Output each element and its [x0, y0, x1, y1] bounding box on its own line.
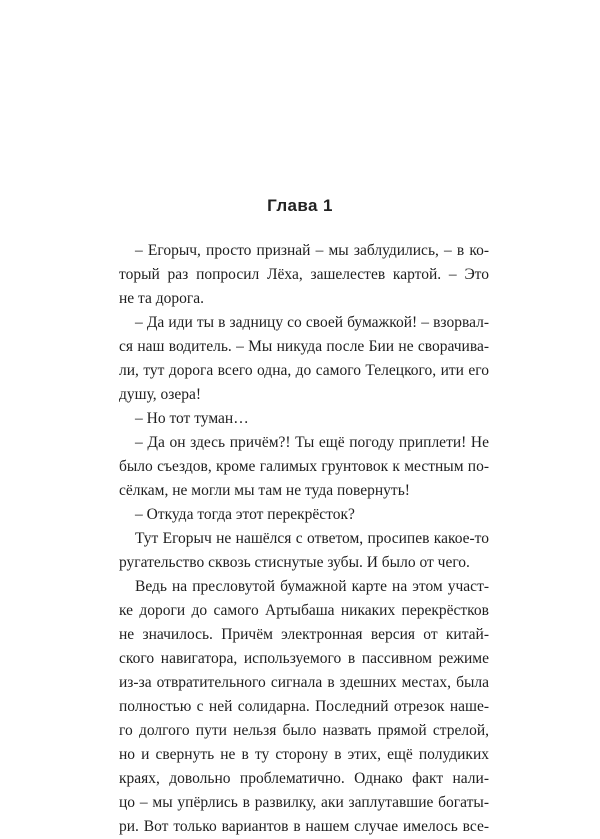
text-line: но и свернуть не в ту сторону в этих, ещё полудиких	[119, 746, 489, 763]
text-line: не значилось. Причём электронная версия от китай-	[119, 626, 489, 643]
text-line: не та дорога.	[119, 290, 205, 307]
text-line: цо – мы упёрлись в развилку, аки заплутавшие богаты-	[119, 794, 489, 811]
chapter-title: Глава 1	[267, 196, 333, 215]
text-line: торый раз попросил Лёха, зашелестев картой. – Это	[119, 266, 489, 283]
text-line: ри. Вот только вариантов в нашем случае имелось все-	[119, 818, 489, 835]
text-line: – Да иди ты в задницу со своей бумажкой! – взорвал-	[135, 314, 489, 331]
text-line: ся наш водитель. – Мы никуда после Бии не сворачива-	[119, 338, 489, 355]
text-line: душу, озера!	[119, 386, 202, 403]
text-line: из-за отвратительного сигнала в здешних местах, была	[119, 674, 489, 691]
text-line: – Да он здесь причём?! Ты ещё погоду приплети! Не	[135, 434, 489, 451]
text-line: сёлкам, не могли мы там не туда повернуть!	[119, 482, 410, 499]
text-line: – Но тот туман…	[135, 410, 249, 427]
text-line: ли, тут дорога всего одна, до самого Телецкого, ити его	[119, 362, 489, 379]
text-line: краях, довольно проблематично. Однако факт нали-	[119, 770, 489, 787]
text-line: было съездов, кроме галимых грунтовок к местным по-	[119, 458, 489, 475]
text-line: Тут Егорыч не нашёлся с ответом, просипев какое-то	[135, 530, 489, 547]
text-line: ругательство сквозь стиснутые зубы. И было от чего.	[119, 554, 470, 571]
text-line: Ведь на пресловутой бумажной карте на этом участ-	[135, 578, 489, 595]
text-line: полностью с ней солидарна. Последний отрезок наше-	[119, 698, 489, 715]
text-line: – Егорыч, просто признай – мы заблудились, – в ко-	[135, 242, 489, 259]
text-line: го долгого пути нельзя было назвать прямой стрелой,	[119, 722, 489, 739]
text-line: – Откуда тогда этот перекрёсток?	[135, 506, 355, 523]
text-line: ского навигатора, используемого в пассивном режиме	[119, 650, 489, 667]
text-line: ке дороги до самого Артыбаша никаких перекрёстков	[119, 602, 489, 619]
